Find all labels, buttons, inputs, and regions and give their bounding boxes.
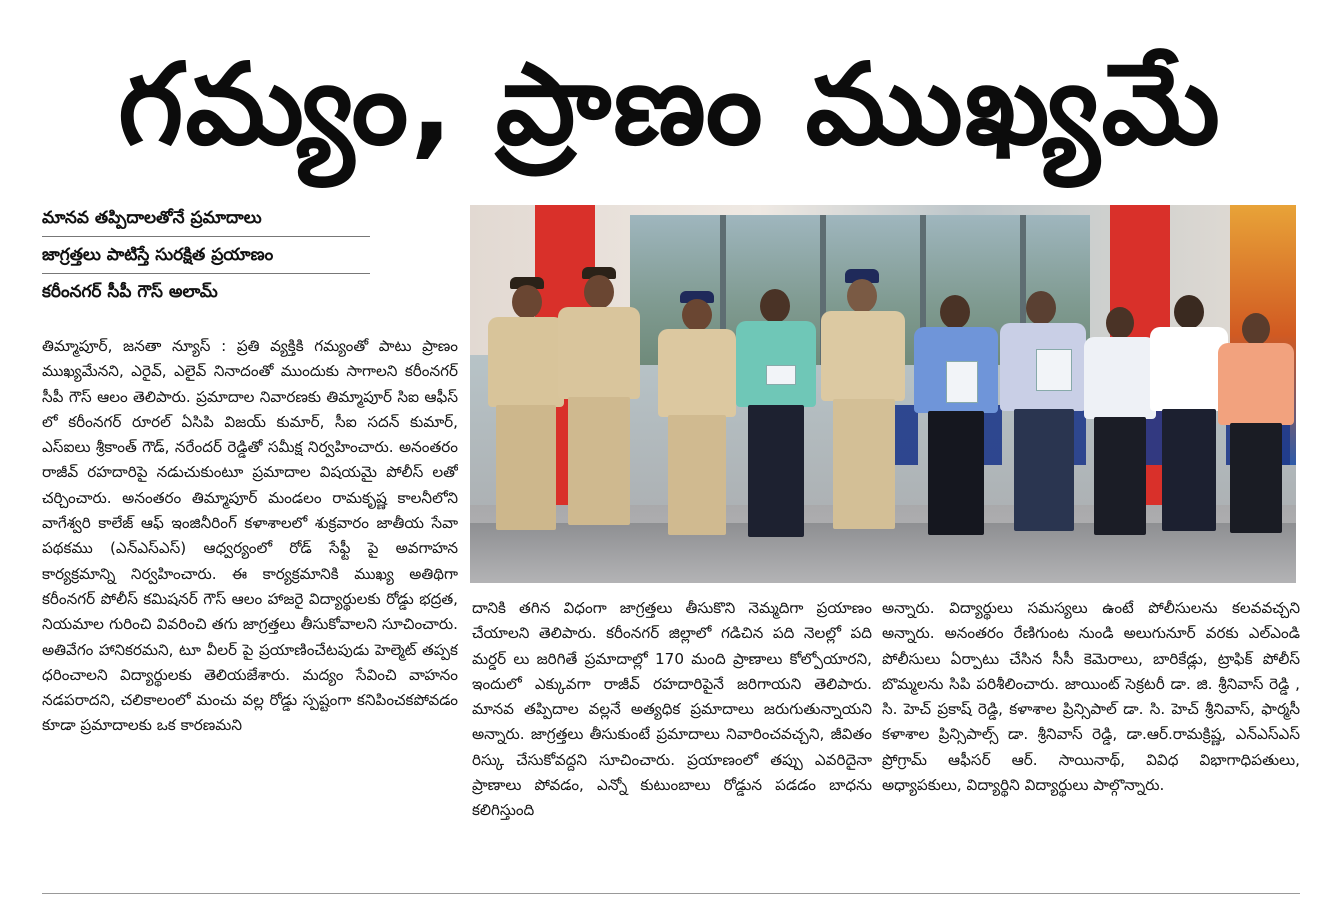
photo-stage	[470, 523, 1296, 583]
article-column-2: దానికి తగిన విధంగా జాగ్రత్తలు తీసుకొని నెమ్మదిగా ప్రయాణం చేయాలని తెలిపారు. కరీంనగర్ జిల్లాలో గడిచిన పది నెలల్లో పది మర్డర్ లు జరిగితే ప్రమాదాల్లో 170 మంది ప్రాణాలు కోల్పోయారని, ఇందులో ఎక్కువగా రాజీవ్ రహదారిపైనే జరిగాయని తెలిపారు. మానవ తప్పిదాల వల్లనే అత్యధిక ప్రమాదాలు జరుగుతున్నాయని అన్నారు. జాగ్రత్తలు తీసుకుంటే ప్రమాదాలు నివారించవచ్చని, జీవితం రిస్కు చేసుకోవద్దని సూచించారు. ప్రయాణంలో తప్పు ఎవరిదైనా ప్రాణాలు పోవడం, ఎన్నో కుటుంబాలు రోడ్డున పడడం బాధను కలిగిస్తుంది	[472, 599, 872, 820]
subheading: మానవ తప్పిదాలతోనే ప్రమాదాలు	[42, 200, 370, 237]
subheading: జాగ్రత్తలు పాటిస్తే సురక్షిత ప్రయాణం	[42, 237, 370, 274]
news-photo	[470, 205, 1296, 583]
article-column-1: తిమ్మాపూర్, జనతా న్యూస్ : ప్రతి వ్యక్తికి గమ్యంతో పాటు ప్రాణం ముఖ్యమేనని, ఎరైవ్, ఎలైవ్ నినాదంతో ముందుకు సాగాలని కరీంనగర్ సీపీ గౌస్ ఆలం తెలిపారు. ప్రమాదాల నివారణకు తిమ్మాపూర్ సిఐ ఆఫీస్ లో కరీంనగర్ రూరల్ ఏసిపి విజయ్ కుమార్, సీఐ సదన్ కుమార్, ఎస్ఐలు శ్రీకాంత్ గౌడ్, నరేందర్ రెడ్డితో సమీక్ష నిర్వహించారు. అనంతరం రాజీవ్ రహదారిపై నడుచుకుంటూ ప్రమాదాల విషయమై పోలీస్ లతో చర్చించారు. అనంతరం తిమ్మాపూర్ మండలం రామకృష్ణ కాలనీలోని వాగేశ్వరి కాలేజ్ ఆఫ్ ఇంజినీరింగ్ కళాశాలలో శుక్రవారం జాతీయ సేవా పథకము (ఎన్ఎస్ఎస్) ఆధ్వర్యంలో రోడ్ సేఫ్టీ పై అవగాహన కార్యక్రమాన్ని నిర్వహించారు. ఈ కార్యక్రమానికి ముఖ్య అతిథిగా కరీంనగర్ పోలీస్ కమిషనర్ గౌస్ ఆలం హాజరై విద్యార్థులకు రోడ్డు భద్రత, నియమాల గురించి వివరించి తగు జాగ్రత్తలు తీసుకోవాలని సూచించారు. అతివేగం హానికరమని, టూ వీలర్ పై ప్రయాణించేటపుడు హెల్మెట్ తప్పక ధరించాలని విద్యార్థులకు తెలియజేశారు. మద్యం సేవించి వాహనం నడపరాదని, చలికాలంలో మంచు వల్ల రోడ్డు స్పష్టంగా కనిపించకపోవడం కూడా ప్రమాదాలకు ఒక కారణమని	[42, 337, 458, 735]
subheadings	[42, 200, 370, 310]
subheading: కరీంనగర్ సీపీ గౌస్ అలామ్	[42, 282, 218, 302]
bottom-rule	[42, 893, 1300, 894]
headline: గమ్యం, ప్రాణం ముఖ్యమే	[118, 40, 1222, 170]
article-column-3: అన్నారు. విద్యార్థులు సమస్యలు ఉంటే పోలీసులను కలవవచ్చని అన్నారు. అనంతరం రేణిగుంట నుండి అలుగునూర్ వరకు ఎల్ఎండి పోలీసులు ఏర్పాటు చేసిన సీసీ కెమెరాలు, బారికేడ్లు, ట్రాఫిక్ పోలీస్ బొమ్మలను సిపి పరిశీలించారు. జాయింట్ సెక్రటరీ డా. జి. శ్రీనివాస్ రెడ్డి , సి. హెచ్ ప్రకాష్ రెడ్డి, కళాశాల ప్రిన్సిపాల్ డా. సి. హెచ్ శ్రీనివాస్, ఫార్మసీ కళాశాల ప్రిన్సిపాల్స్ డా. శ్రీనివాస్ రెడ్డి, డా.ఆర్.రామక్రిష్ణ, ఎన్ఎస్ఎస్ ప్రోగ్రామ్ ఆఫీసర్ ఆర్. సాయినాథ్, వివిధ విభాగాధిపతులు, అధ్యాపకులు, విద్యార్థిని విద్యార్థులు పాల్గొన్నారు.	[882, 599, 1300, 795]
